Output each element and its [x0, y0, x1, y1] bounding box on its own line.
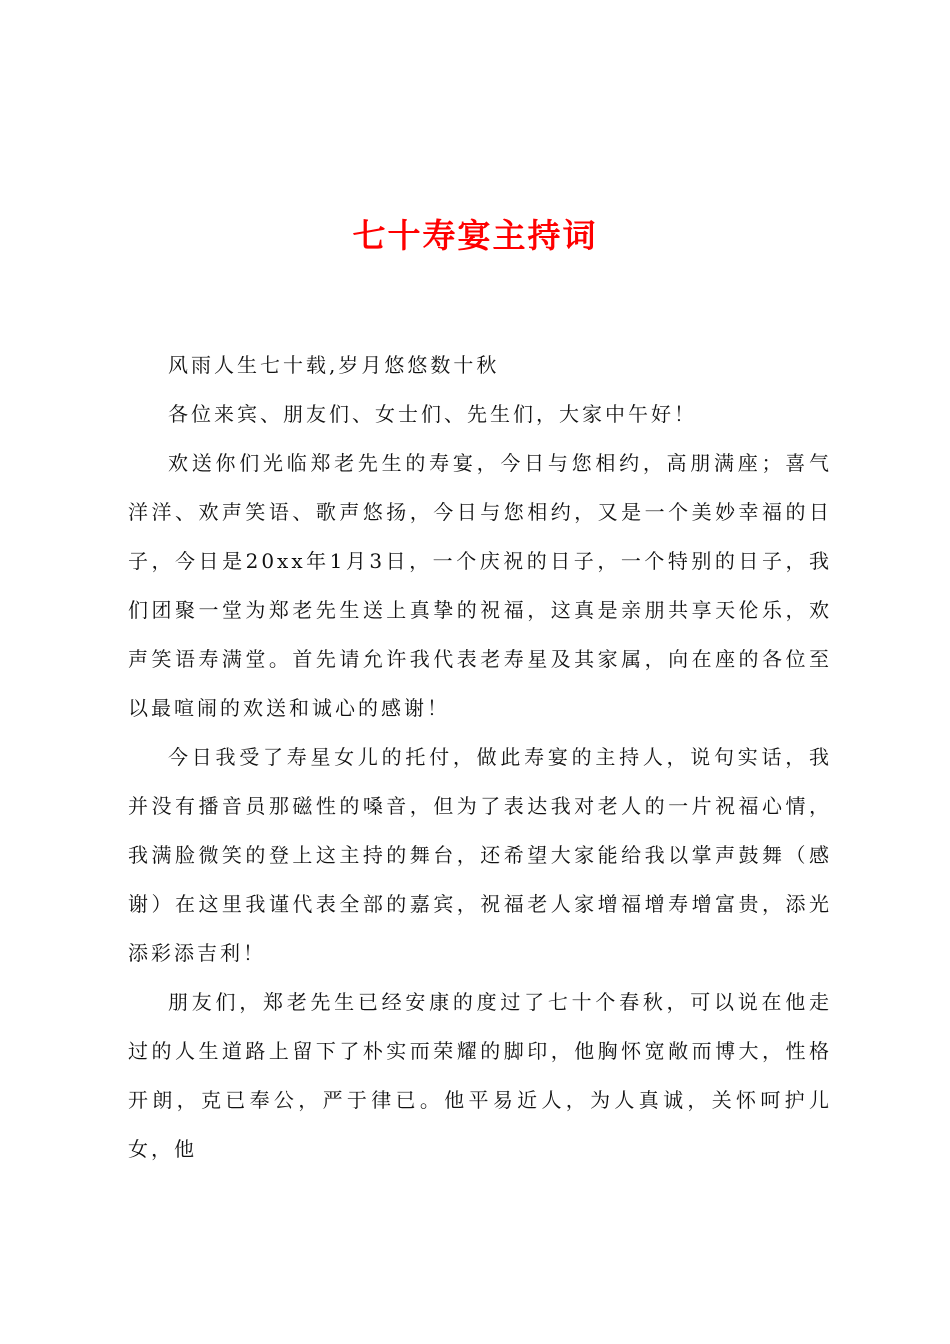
document-body: [128, 341, 832, 1174]
greeting-paragraph: 各位来宾、朋友们、女士们、先生们，大家中午好！: [168, 402, 697, 426]
document-title: 七十寿宴主持词: [352, 216, 598, 255]
opening-couplet: 风雨人生七十载,岁月悠悠数十秋: [168, 353, 500, 377]
tribute-paragraph: 朋友们，郑老先生已经安康的度过了七十个春秋，可以说在他走过的人生道路上留下了朴实而荣耀的脚印，他胸怀宽敞而博大，性格开朗，克已奉公，严于律已。他平易近人，为人真诚，关怀呵护儿女，他: [128, 990, 832, 1161]
host-introduction-paragraph: 今日我受了寿星女儿的托付，做此寿宴的主持人，说句实话，我并没有播音员那磁性的嗓音，但为了表达我对老人的一片祝福心情，我满脸微笑的登上这主持的舞台，还希望大家能给我以掌声鼓舞（感谢）在这里我谨代表全部的嘉宾，祝福老人家增福增寿增富贵，添光添彩添吉利！: [128, 745, 832, 965]
welcome-paragraph: 欢送你们光临郑老先生的寿宴，今日与您相约，高朋满座；喜气洋洋、欢声笑语、歌声悠扬，今日与您相约，又是一个美妙幸福的日子，今日是20xx年1月3日，一个庆祝的日子，一个特别的日子，我们团聚一堂为郑老先生送上真挚的祝福，这真是亲朋共享天伦乐，欢声笑语寿满堂。首先请允许我代表老寿星及其家属，向在座的各位至以最喧闹的欢送和诚心的感谢！: [128, 451, 832, 720]
